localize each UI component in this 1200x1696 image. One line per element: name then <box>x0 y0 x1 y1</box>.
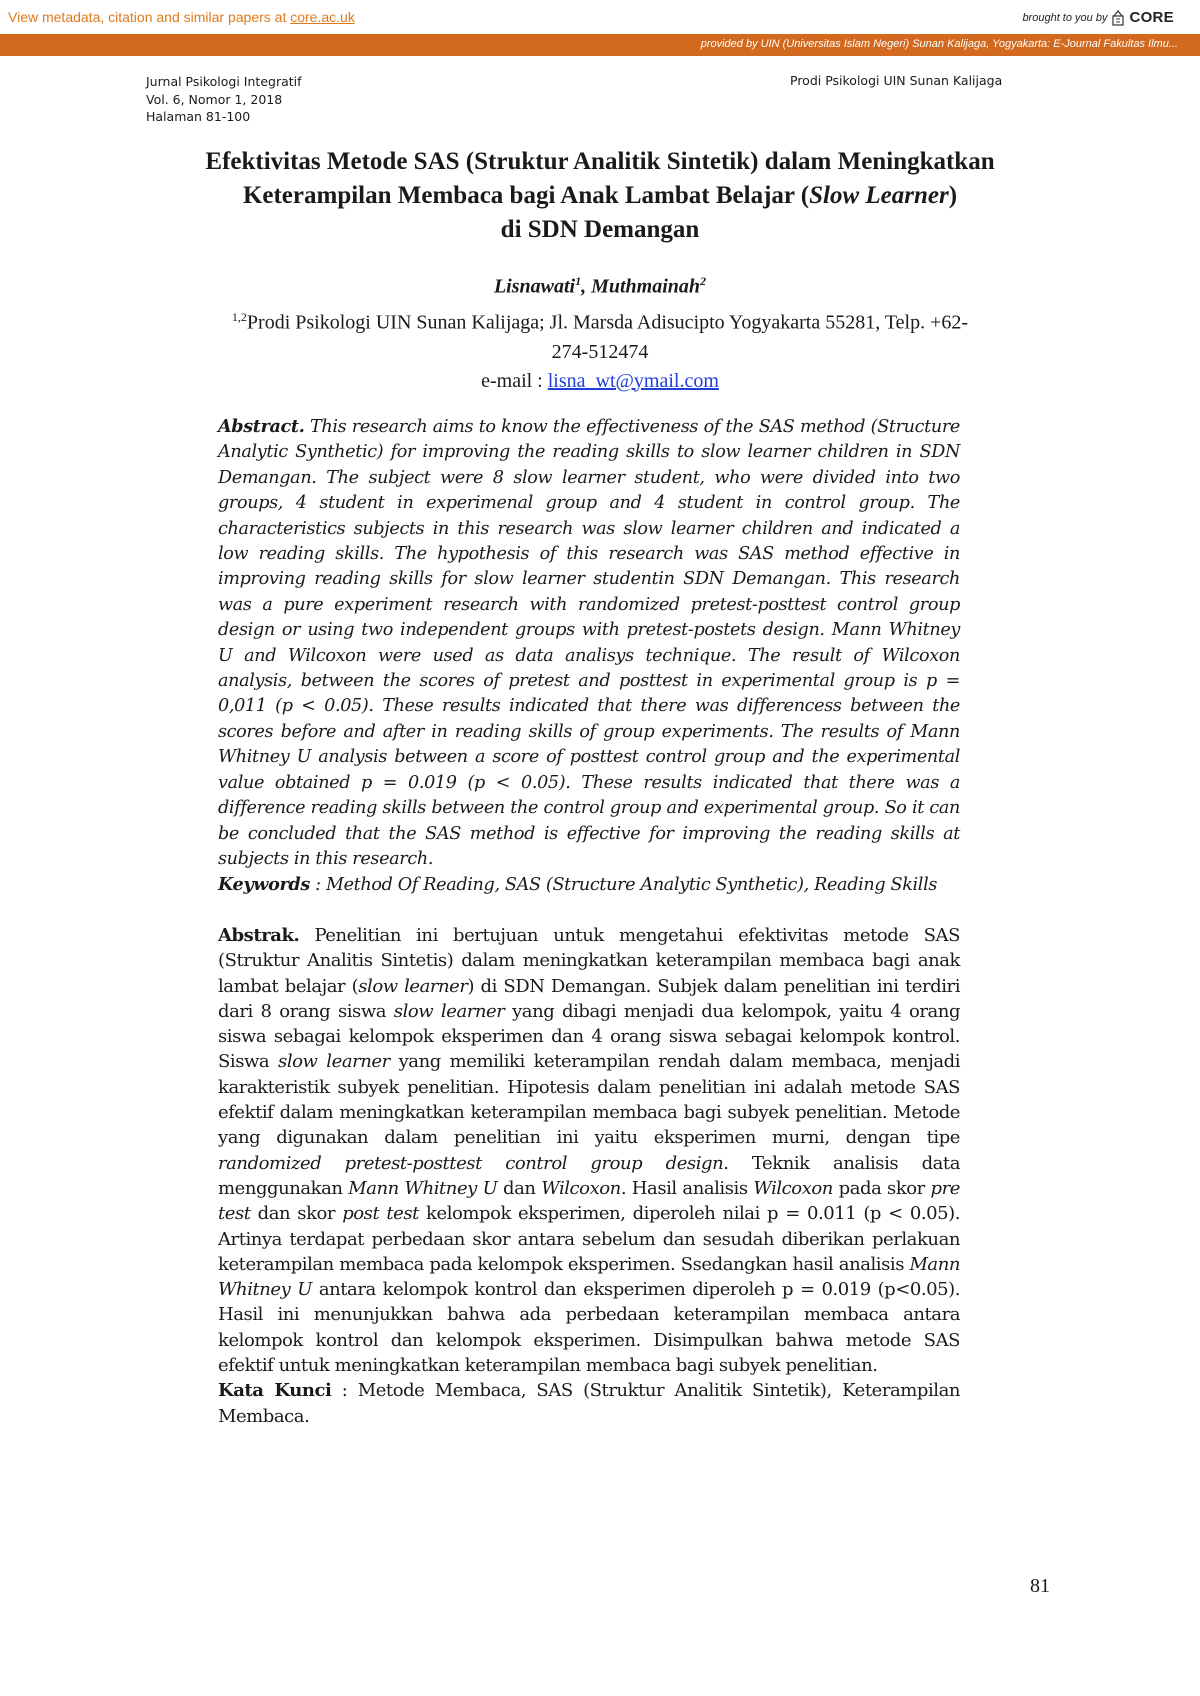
author-2: Muthmainah <box>591 275 701 298</box>
abstract-id-seg: antara kelompok kontrol dan eksperimen diperoleh p = 0.019 (p<0.05). Hasil ini menunjukkan bahwa ada perbedaan keterampilan membaca antara kelompok kontrol dan kelompok eksperimen. Disimpulkan bahwa metode SAS efektif untuk meningkatkan keterampilan membaca bagi subyek penelitian. <box>218 1279 960 1377</box>
abstract-id-italic: slow learner <box>358 975 468 997</box>
abstract-id-seg: kelompok eksperimen, diperoleh nilai p = 0.011 (p < 0.05). Artinya terdapat perbedaan skor antara sebelum dan sesudah diberikan perlakuan keterampilan membaca pada kelompok eksperimen. Ssedangkan hasil analisis <box>218 1203 960 1275</box>
abstract-id-italic: slow learner <box>278 1051 390 1073</box>
core-url[interactable]: core.ac.uk <box>290 9 355 25</box>
abstract-en-text: This research aims to know the effectiveness of the SAS method (Structure Analytic Synthetic) for improving the reading skills to slow learner children in SDN Demangan. The subject were 8 slow learner student, who were divided into two groups, 4 student in experimenal group and 4 student in control group. The characteristics subjects in this research was slow learner children and indicated a low reading skills. The hypothesis of this research was SAS method effective in improving reading skills for slow learner studentin SDN Demangan. This research was a pure experiment research with randomized pretest-posttest control group design or using two independent groups with pretest-postets design. Mann Whitney U and Wilcoxon were used as data analisys technique. The result of Wilcoxon analysis, between the scores of pretest and posttest in experimental group is p = 0,011 (p < 0.05). These results indicated that there was differencess between the scores before and after in reading skills of group experiments. The results of Mann Whitney U analysis between a score of posttest control group and the experimental value obtained p = 0.019 (p < 0.05). These results indicated that there was a difference reading skills between the control group and experimental group. So it can be concluded that the SAS method is effective for improving the reading skills at subjects in this research. <box>218 417 960 869</box>
abstract-id-label: Abstrak. <box>218 925 300 946</box>
abstract-id-italic: Mann Whitney U <box>218 1253 960 1301</box>
abstract-id-seg: pada skor <box>832 1177 931 1199</box>
title-line-2 <box>100 179 1100 213</box>
abstract-id-italic: randomized pretest-posttest control group design <box>218 1152 724 1174</box>
title-line-2-italic: Slow Learner <box>809 182 949 209</box>
core-brand[interactable] <box>1022 9 1174 26</box>
journal-pages: Halaman 81-100 <box>146 109 251 124</box>
abstract-id-seg: dan skor <box>250 1203 343 1225</box>
page-number: 81 <box>1030 1575 1050 1597</box>
abstract-id-seg: ) di SDN Demangan. Subjek dalam penelitian ini terdiri dari 8 orang siswa <box>218 975 961 1022</box>
keywords-en-label: Keywords <box>218 874 310 896</box>
journal-institution: Prodi Psikologi UIN Sunan Kalijaga <box>790 73 1003 88</box>
core-brand-name: CORE <box>1129 9 1174 26</box>
abstract-indonesian <box>218 923 960 1429</box>
abstract-id-seg: Penelitian ini bertujuan untuk mengetahui efektivitas metode SAS (Struktur Analitis Sintetis) dalam meningkatkan keterampilan membaca bagi anak lambat belajar ( <box>218 925 960 997</box>
email-label: e-mail : <box>481 369 548 392</box>
title-line-2-text: Keterampilan Membaca bagi Anak Lambat Belajar ( <box>242 182 810 209</box>
keywords-id-label: Kata Kunci <box>218 1380 332 1402</box>
abstract-id-seg: dan <box>497 1177 542 1199</box>
abstract-id-paragraph <box>218 923 960 1378</box>
email-line <box>100 367 1100 396</box>
abstract-id-italic: Wilcoxon <box>541 1177 621 1199</box>
core-banner <box>0 0 1200 34</box>
email-link[interactable]: lisna_wt@ymail.com <box>547 369 719 392</box>
core-logo-icon <box>1111 10 1125 26</box>
author-separator: , <box>581 275 592 298</box>
title-line-2-close: ) <box>948 182 958 209</box>
abstract-id-seg: . Teknik analisis data menggunakan <box>218 1152 960 1199</box>
keywords-en <box>218 872 960 898</box>
affiliation-sup: 1,2 <box>231 310 247 324</box>
keywords-en-text: : Method Of Reading, SAS (Structure Analytic Synthetic), Reading Skills <box>309 875 938 896</box>
abstract-en-label: Abstract. <box>218 416 305 437</box>
author-1: Lisnawati <box>493 275 576 298</box>
brought-to-you-text: brought to you by <box>1022 11 1108 24</box>
affiliation <box>100 303 1100 396</box>
keywords-id <box>218 1378 960 1429</box>
core-metadata-link[interactable] <box>8 9 355 25</box>
core-provided-text[interactable]: provided by UIN (Universitas Islam Negeri) Sunan Kalijaga, Yogyakarta: E-Journal Fakultas Ilmu... <box>700 38 1178 50</box>
abstract-en-paragraph <box>218 414 960 872</box>
affiliation-line-1-text: Prodi Psikologi UIN Sunan Kalijaga; Jl. Marsda Adisucipto Yogyakarta 55281, Telp. +62- <box>246 311 969 334</box>
abstract-id-italic: pre test <box>218 1177 960 1225</box>
abstract-id-seg: yang memiliki keterampilan rendah dalam membaca, menjadi karakteristik subyek penelitian. Hipotesis dalam penelitian ini adalah metode SAS efektif dalam meningkatkan keterampilan membaca bagi subyek penelitian. Metode yang digunakan dalam penelitian ini yaitu eksperimen murni, dengan tipe <box>218 1051 960 1149</box>
abstract-id-italic: slow learner <box>393 1000 505 1022</box>
core-provided-bar <box>0 34 1200 56</box>
keywords-id-text: : Metode Membaca, SAS (Struktur Analitik Sintetik), Keterampilan Membaca. <box>218 1380 960 1427</box>
affiliation-line-2: 274-512474 <box>551 340 649 363</box>
paper-title <box>100 145 1100 247</box>
author-1-sup: 1 <box>575 274 582 288</box>
abstract-english <box>218 414 960 899</box>
abstract-id-seg: . Hasil analisis <box>620 1177 754 1199</box>
abstract-id-italic: post test <box>342 1203 419 1225</box>
core-view-text: View metadata, citation and similar papers at <box>8 9 291 25</box>
title-line-3: di SDN Demangan <box>500 216 700 243</box>
affiliation-line-1 <box>100 303 1100 338</box>
author-list <box>100 274 1100 299</box>
journal-name: Jurnal Psikologi Integratif <box>146 74 302 89</box>
title-line-1: Efektivitas Metode SAS (Struktur Analitik Sintetik) dalam Meningkatkan <box>205 148 995 175</box>
author-2-sup: 2 <box>700 274 707 288</box>
abstract-id-italic: Wilcoxon <box>753 1177 833 1199</box>
abstract-id-italic: Mann Whitney U <box>348 1177 498 1199</box>
journal-info <box>146 73 302 126</box>
abstract-id-seg: yang dibagi menjadi dua kelompok, yaitu 4 orang siswa sebagai kelompok eksperimen dan 4 orang siswa sebagai kelompok kontrol. Siswa <box>218 1000 961 1073</box>
journal-volume: Vol. 6, Nomor 1, 2018 <box>146 91 283 107</box>
